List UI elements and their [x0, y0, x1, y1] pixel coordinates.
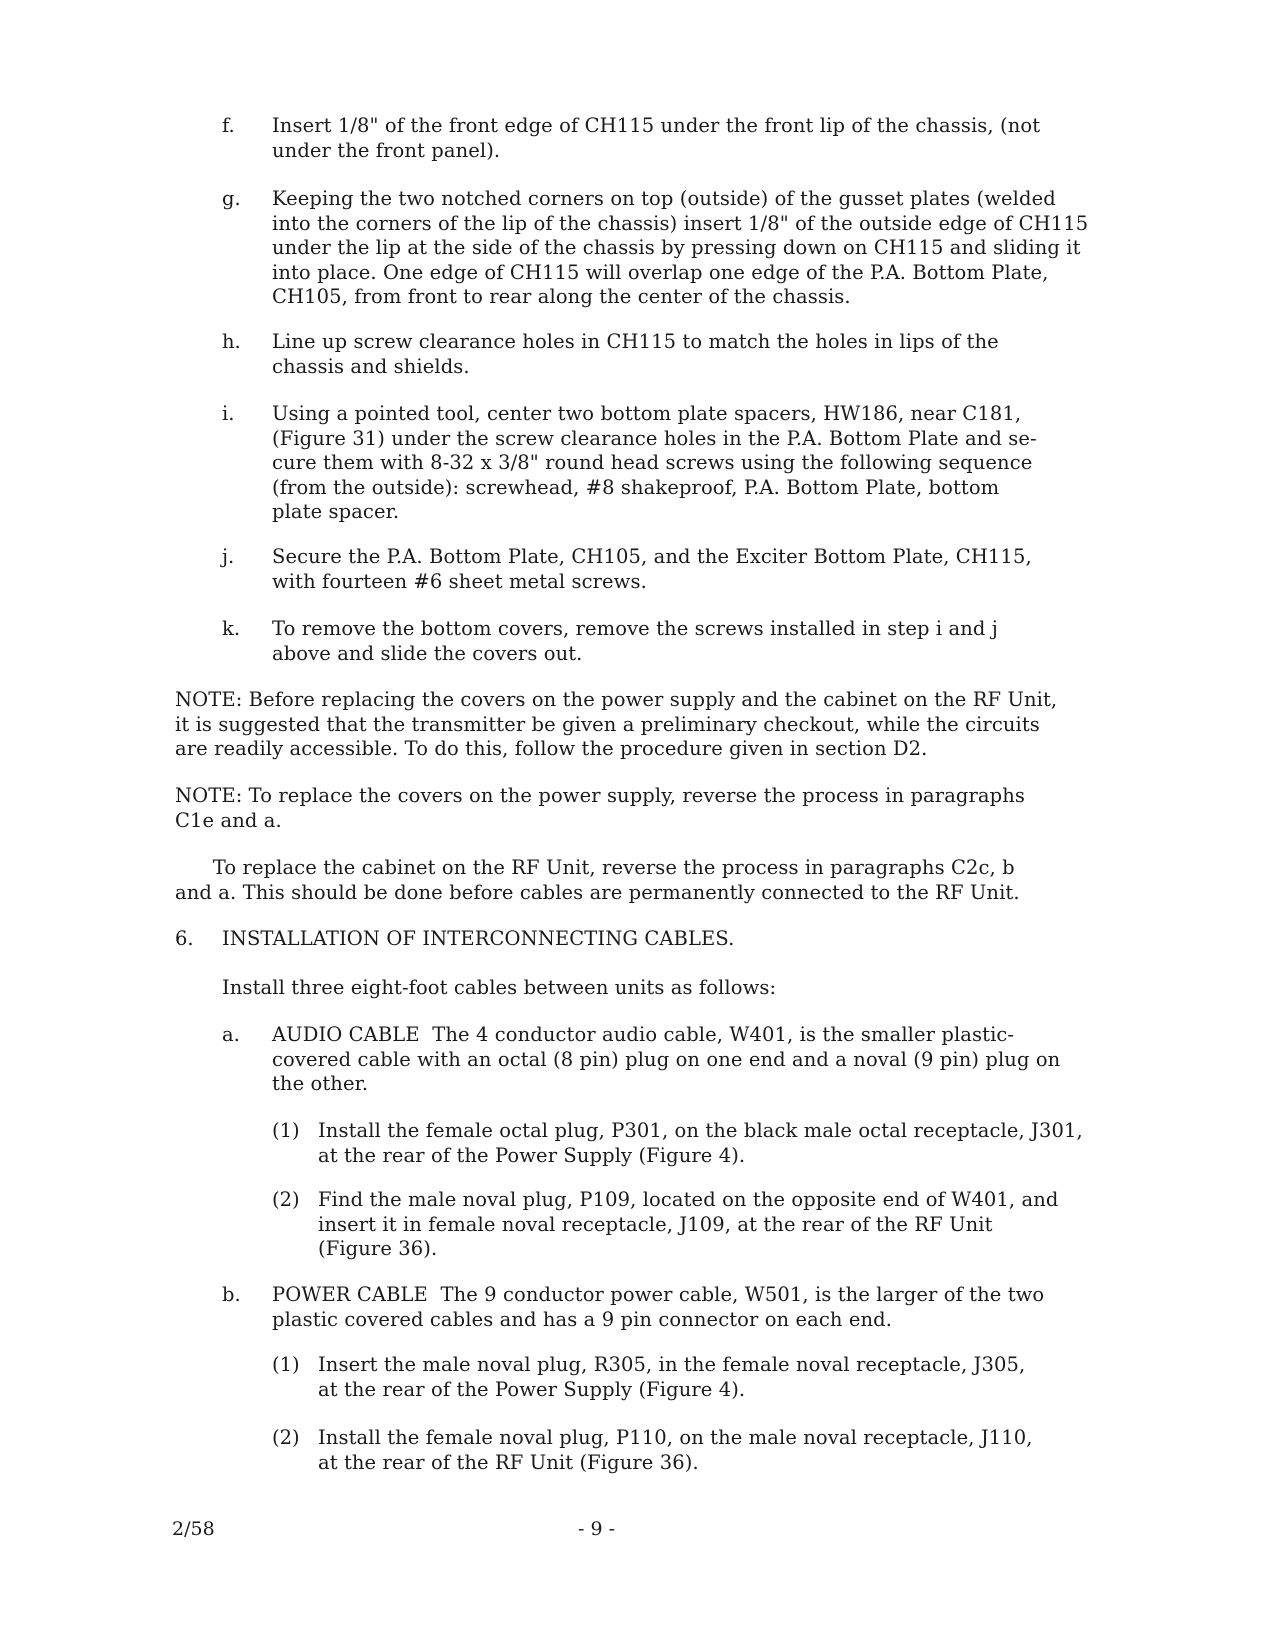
item-text: [175, 856, 1020, 905]
text-line: are readily accessible. To do this, follow the procedure given in section D2.: [175, 737, 928, 760]
text-line: (Figure 31) under the screw clearance holes in the P.A. Bottom Plate and se-: [272, 426, 1037, 450]
item-text: [318, 1426, 1033, 1475]
item-text: [272, 187, 1088, 310]
item-label: k.: [222, 617, 241, 640]
page-number: - 9 -: [578, 1518, 616, 1540]
text-line: the other.: [272, 1072, 369, 1095]
item-label: (1): [272, 1353, 300, 1376]
text-line: at the rear of the RF Unit (Figure 36).: [318, 1450, 699, 1474]
text-line: Insert the male noval plug, R305, in the female noval receptacle, J305,: [318, 1353, 1026, 1376]
text-line: cure them with 8-32 x 3/8" round head screws using the following sequence: [272, 451, 1033, 474]
text-line: Secure the P.A. Bottom Plate, CH105, and the Exciter Bottom Plate, CH115,: [272, 545, 1032, 568]
item-text: [318, 1353, 1025, 1402]
item-label: h.: [222, 330, 241, 353]
item-label: f.: [222, 114, 235, 137]
item-label: g.: [222, 187, 241, 210]
item-label: j.: [222, 545, 235, 568]
item-label: (1): [272, 1119, 300, 1142]
text-line: INSTALLATION OF INTERCONNECTING CABLES.: [222, 927, 735, 950]
text-line: insert it in female noval receptacle, J109, at the rear of the RF Unit: [318, 1212, 993, 1236]
item-label: i.: [222, 402, 235, 425]
text-line: NOTE: To replace the covers on the power supply, reverse the process in paragraphs: [175, 784, 1025, 807]
text-line: Install the female noval plug, P110, on the male noval receptacle, J110,: [318, 1426, 1033, 1449]
text-line: POWER CABLE The 9 conductor power cable, W501, is the larger of the two: [272, 1283, 1045, 1306]
text-line: into the corners of the lip of the chassis) insert 1/8" of the outside edge of CH115: [272, 211, 1089, 235]
text-line: at the rear of the Power Supply (Figure 4).: [318, 1143, 746, 1167]
text-line: under the front panel).: [272, 138, 501, 162]
item-text: [318, 1119, 1083, 1168]
item-text: [272, 545, 1032, 594]
text-line: covered cable with an octal (8 pin) plug on one end and a noval (9 pin) plug on: [272, 1047, 1061, 1071]
text-line: (Figure 36).: [318, 1237, 438, 1260]
text-line: Find the male noval plug, P109, located on the opposite end of W401, and: [318, 1188, 1059, 1211]
text-line: Install three eight-foot cables between units as follows:: [222, 976, 777, 999]
text-line: plate spacer.: [272, 500, 400, 523]
item-text: [318, 1188, 1058, 1262]
text-line: with fourteen #6 sheet metal screws.: [272, 569, 647, 593]
item-label: (2): [272, 1188, 300, 1211]
item-text: [272, 330, 999, 379]
text-line: and a. This should be done before cables are permanently connected to the RF Unit.: [175, 880, 1020, 904]
text-line: under the lip at the side of the chassis by pressing down on CH115 and sliding it: [272, 236, 1081, 259]
text-line: To replace the cabinet on the RF Unit, reverse the process in paragraphs C2c, b: [175, 856, 1015, 879]
text-line: chassis and shields.: [272, 354, 470, 378]
item-label: b.: [222, 1283, 241, 1306]
text-line: CH105, from front to rear along the center of the chassis.: [272, 285, 851, 308]
text-line: To remove the bottom covers, remove the screws installed in step i and j: [272, 617, 998, 640]
text-line: it is suggested that the transmitter be given a preliminary checkout, while the circuits: [175, 712, 1040, 736]
item-text: [272, 1023, 1060, 1097]
item-text: [222, 927, 734, 952]
item-text: [272, 402, 1037, 525]
text-line: Keeping the two notched corners on top (outside) of the gusset plates (welded: [272, 187, 1056, 210]
text-line: above and slide the covers out.: [272, 641, 583, 665]
item-text: [222, 976, 776, 1001]
item-label: 6.: [175, 927, 194, 950]
text-line: plastic covered cables and has a 9 pin connector on each end.: [272, 1307, 893, 1331]
item-text: [272, 1283, 1044, 1332]
text-line: at the rear of the Power Supply (Figure 4).: [318, 1377, 746, 1401]
footer-date: 2/58: [172, 1518, 215, 1540]
item-text: [272, 114, 1040, 163]
item-label: (2): [272, 1426, 300, 1449]
text-line: into place. One edge of CH115 will overlap one edge of the P.A. Bottom Plate,: [272, 260, 1049, 284]
text-line: NOTE: Before replacing the covers on the power supply and the cabinet on the RF Unit,: [175, 688, 1058, 711]
text-line: (from the outside): screwhead, #8 shakeproof, P.A. Bottom Plate, bottom: [272, 475, 1000, 499]
text-line: Line up screw clearance holes in CH115 to match the holes in lips of the: [272, 330, 999, 353]
item-text: [272, 617, 998, 666]
text-line: AUDIO CABLE The 4 conductor audio cable, W401, is the smaller plastic-: [272, 1023, 1015, 1046]
text-line: Using a pointed tool, center two bottom plate spacers, HW186, near C181,: [272, 402, 1022, 425]
text-line: C1e and a.: [175, 808, 282, 832]
text-line: Install the female octal plug, P301, on the black male octal receptacle, J301,: [318, 1119, 1083, 1142]
item-label: a.: [222, 1023, 240, 1046]
text-line: Insert 1/8" of the front edge of CH115 under the front lip of the chassis, (not: [272, 114, 1041, 137]
item-text: [175, 784, 1025, 833]
item-text: [175, 688, 1057, 762]
